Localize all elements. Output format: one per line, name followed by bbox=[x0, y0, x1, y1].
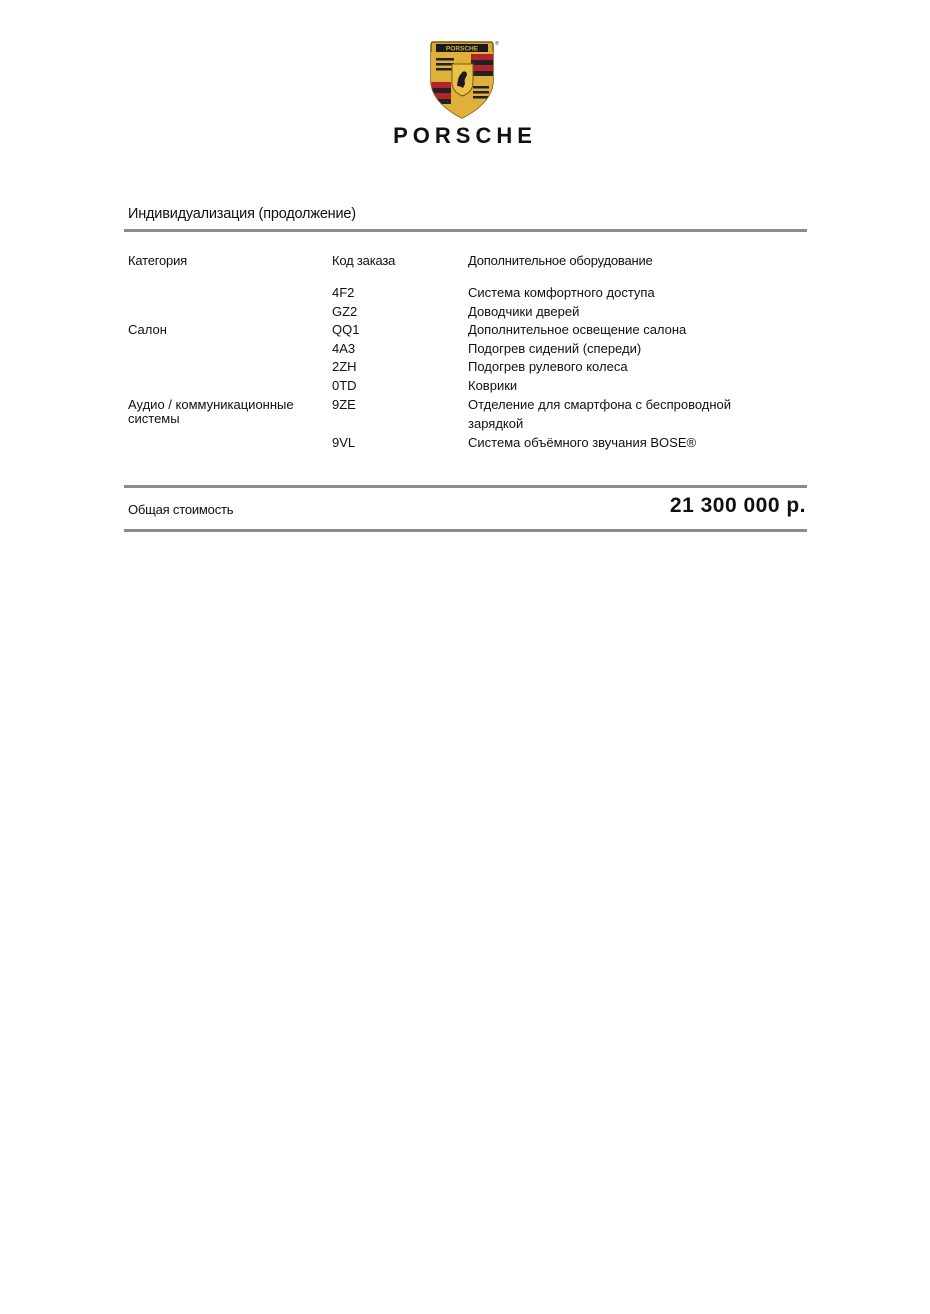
row-code: 9VL bbox=[332, 434, 356, 450]
row-category: Салон bbox=[128, 322, 167, 338]
section-title: Индивидуализация (продолжение) bbox=[128, 206, 356, 222]
porsche-logo bbox=[0, 36, 930, 122]
svg-text:®: ® bbox=[495, 41, 499, 47]
row-code: 4A3 bbox=[332, 340, 356, 356]
divider bbox=[124, 229, 807, 232]
svg-text:PORSCHE: PORSCHE bbox=[445, 45, 479, 53]
divider bbox=[124, 529, 807, 532]
wordmark-text: PORSCHE bbox=[393, 123, 537, 148]
row-equipment: Дополнительное освещение салона bbox=[468, 322, 687, 338]
row-equipment: Подогрев рулевого колеса bbox=[468, 359, 628, 375]
row-equipment: Система комфортного доступа bbox=[468, 285, 655, 300]
divider bbox=[124, 485, 807, 488]
column-header-code: Код заказа bbox=[332, 253, 396, 268]
row-category: Аудио / коммуникационные системы bbox=[128, 397, 294, 426]
row-code: 9ZE bbox=[332, 397, 356, 412]
porsche-crest-icon bbox=[427, 36, 503, 122]
row-code: 4F2 bbox=[332, 285, 355, 300]
row-code: 2ZH bbox=[332, 359, 357, 375]
total-price: 21 300 000 р. bbox=[669, 494, 806, 517]
column-header-category: Категория bbox=[128, 253, 187, 268]
row-equipment: Доводчики дверей bbox=[468, 303, 580, 319]
row-code: GZ2 bbox=[332, 303, 358, 319]
row-code: QQ1 bbox=[332, 322, 360, 338]
porsche-wordmark bbox=[0, 122, 930, 153]
column-header-equipment: Дополнительное оборудование bbox=[468, 253, 653, 268]
row-code: 0TD bbox=[332, 378, 357, 393]
total-label: Общая стоимость bbox=[128, 502, 234, 517]
row-equipment: Коврики bbox=[468, 378, 518, 393]
row-equipment: Отделение для смартфона с беспроводной зарядкой bbox=[468, 397, 732, 431]
row-equipment: Система объёмного звучания BOSE® bbox=[468, 434, 697, 450]
row-equipment: Подогрев сидений (спереди) bbox=[468, 340, 642, 356]
